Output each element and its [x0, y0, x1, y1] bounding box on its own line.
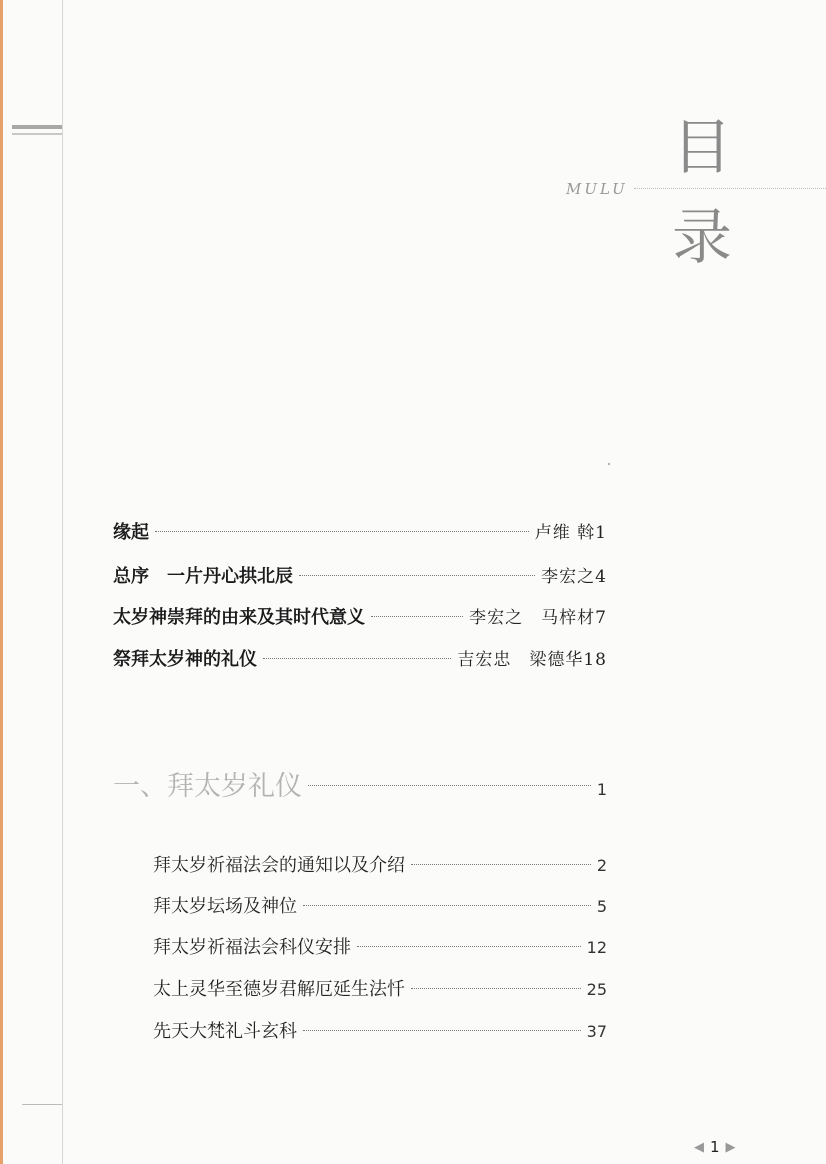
page-number-value: 1	[710, 1138, 720, 1156]
toc-entry[interactable]	[113, 603, 607, 629]
title-char-1: 目	[672, 113, 732, 183]
speck-mark	[608, 463, 610, 465]
toc-item-page: 5	[596, 897, 607, 916]
toc-entry[interactable]	[113, 645, 607, 671]
toc-item-title: 拜太岁祈福法会科仪安排	[153, 937, 351, 958]
toc-entry[interactable]	[113, 562, 607, 588]
dot-leader	[357, 946, 581, 947]
decorative-bar	[12, 125, 62, 129]
spine-rule	[62, 0, 63, 1164]
toc-entry-page: 李宏之4	[541, 567, 607, 587]
dot-leader	[303, 905, 591, 906]
toc-entry-page: 吉宏忠 梁德华18	[457, 650, 607, 670]
toc-item[interactable]	[153, 975, 607, 1001]
toc-entry-page: 李宏之 马梓材7	[469, 608, 607, 628]
title-dotted-rule	[634, 188, 826, 189]
toc-entry-title: 祭拜太岁神的礼仪	[113, 649, 257, 670]
title-char-2: 录	[672, 203, 732, 273]
right-arrow-icon: ▶	[725, 1139, 736, 1155]
toc-item-page: 12	[586, 938, 607, 957]
toc-entry-page: 卢维 斡1	[534, 523, 607, 543]
title-latin: MULU	[566, 180, 628, 198]
toc-item[interactable]	[153, 892, 607, 918]
dot-leader	[263, 658, 451, 659]
decorative-bar-thin	[12, 133, 62, 135]
toc-entry-title: 太岁神崇拜的由来及其时代意义	[113, 607, 365, 628]
toc-item-page: 37	[586, 1022, 607, 1041]
dot-leader	[303, 1030, 581, 1031]
toc-item-page: 25	[586, 980, 607, 999]
dot-leader	[299, 575, 535, 576]
toc-item-title: 拜太岁坛场及神位	[153, 896, 297, 917]
toc-item-page: 2	[596, 856, 607, 875]
toc-item-title: 拜太岁祈福法会的通知以及介绍	[153, 855, 405, 876]
dot-leader	[411, 988, 581, 989]
toc-entry[interactable]	[113, 518, 607, 544]
left-arrow-icon: ◀	[694, 1139, 704, 1155]
page-edge-stripe	[0, 0, 3, 1164]
toc-item[interactable]	[153, 851, 607, 877]
toc-section-heading[interactable]	[113, 764, 607, 803]
section-page: 1	[596, 780, 607, 799]
dot-leader	[308, 785, 591, 786]
toc-item[interactable]	[153, 1017, 607, 1043]
decorative-bottom-rule	[22, 1104, 62, 1105]
toc-item[interactable]	[153, 933, 607, 959]
dot-leader	[411, 864, 591, 865]
toc-item-title: 先天大梵礼斗玄科	[153, 1021, 297, 1042]
section-title: 一、拜太岁礼仪	[113, 771, 302, 802]
page-number	[694, 1138, 736, 1156]
dot-leader	[155, 531, 529, 532]
toc-item-title: 太上灵华至德岁君解厄延生法忏	[153, 979, 405, 1000]
toc-entry-title: 总序 一片丹心拱北辰	[113, 566, 293, 587]
dot-leader	[371, 616, 463, 617]
toc-entry-title: 缘起	[113, 522, 149, 543]
